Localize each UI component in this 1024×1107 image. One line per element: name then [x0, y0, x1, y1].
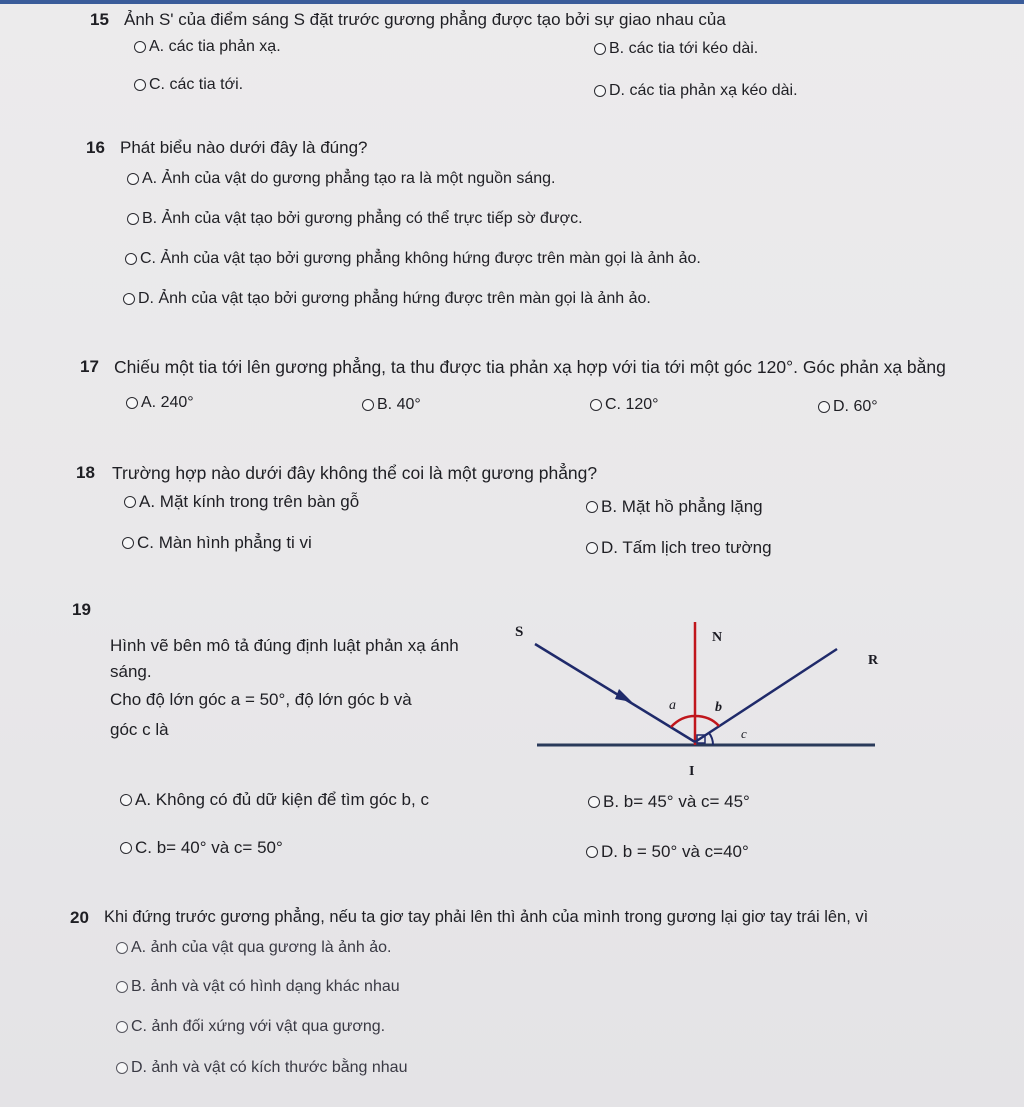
option-label: D. ảnh và vật có kích thước bằng nhau — [131, 1059, 408, 1076]
question-text: Chiếu một tia tới lên gương phẳng, ta thu được tia phản xạ hợp với tia tới một góc 120°. Góc phản xạ bằng — [114, 357, 946, 377]
option-d[interactable] — [586, 538, 772, 558]
option-label: A. Không có đủ dữ kiện để tìm góc b, c — [135, 790, 429, 809]
option-label: B. b= 45° và c= 45° — [603, 792, 750, 811]
radio-icon[interactable] — [594, 43, 606, 55]
option-b[interactable] — [362, 396, 421, 414]
radio-icon[interactable] — [123, 293, 135, 305]
question-number: 17 — [80, 357, 99, 376]
radio-icon[interactable] — [586, 542, 598, 554]
option-b[interactable] — [588, 792, 750, 812]
angle-a-arc — [671, 716, 695, 727]
label-i: I — [689, 764, 695, 779]
option-label: B. 40° — [377, 396, 421, 413]
option-d[interactable] — [586, 842, 749, 862]
radio-icon[interactable] — [120, 794, 132, 806]
radio-icon[interactable] — [586, 501, 598, 513]
option-c[interactable] — [134, 76, 243, 94]
option-a[interactable] — [127, 170, 555, 188]
option-d[interactable] — [594, 82, 798, 100]
option-a[interactable] — [116, 939, 392, 957]
question-text: Trường hợp nào dưới đây không thể coi là một gương phẳng? — [112, 463, 598, 483]
option-c[interactable] — [116, 1018, 385, 1036]
question-text-line: sáng. — [110, 662, 152, 681]
option-a[interactable] — [126, 394, 194, 412]
radio-icon[interactable] — [125, 253, 137, 265]
incident-arrow-icon — [615, 689, 632, 702]
option-label: B. Mặt hồ phẳng lặng — [601, 497, 763, 516]
option-label: D. b = 50° và c=40° — [601, 842, 749, 861]
radio-icon[interactable] — [120, 842, 132, 854]
radio-icon[interactable] — [127, 173, 139, 185]
option-label: C. các tia tới. — [149, 76, 244, 93]
reflection-diagram — [505, 612, 895, 782]
option-label: A. 240° — [141, 394, 194, 411]
radio-icon[interactable] — [588, 796, 600, 808]
question-number: 15 — [90, 10, 109, 29]
radio-icon[interactable] — [127, 213, 139, 225]
radio-icon[interactable] — [134, 79, 146, 91]
option-c[interactable] — [125, 250, 701, 268]
radio-icon[interactable] — [586, 846, 598, 858]
question-number: 18 — [76, 463, 95, 482]
option-label: C. b= 40° và c= 50° — [135, 838, 283, 857]
option-b[interactable] — [127, 210, 583, 228]
question-text-line: góc c là — [110, 720, 169, 739]
option-label: A. ảnh của vật qua gương là ảnh ảo. — [131, 939, 392, 956]
option-label: B. các tia tới kéo dài. — [609, 40, 759, 57]
question-text: Ảnh S' của điểm sáng S đặt trước gương phẳng được tạo bởi sự giao nhau của — [124, 10, 726, 29]
option-label: D. Tấm lịch treo tường — [601, 538, 772, 557]
option-c[interactable] — [120, 838, 283, 858]
radio-icon[interactable] — [124, 496, 136, 508]
option-label: B. Ảnh của vật tạo bởi gương phẳng có thể trực tiếp sờ được. — [142, 210, 583, 227]
label-s: S — [515, 624, 524, 640]
reflected-ray — [695, 649, 837, 742]
radio-icon[interactable] — [134, 41, 146, 53]
option-label: C. Màn hình phẳng ti vi — [137, 533, 312, 552]
radio-icon[interactable] — [116, 981, 128, 993]
option-label: C. ảnh đối xứng với vật qua gương. — [131, 1018, 386, 1035]
question-text-line: Hình vẽ bên mô tả đúng định luật phản xạ ánh — [110, 636, 459, 655]
question-text-line: Cho độ lớn góc a = 50°, độ lớn góc b và — [110, 690, 412, 709]
label-r: R — [868, 653, 879, 668]
label-a: a — [669, 698, 676, 713]
question-text: Khi đứng trước gương phẳng, nếu ta giơ tay phải lên thì ảnh của mình trong gương lại giơ tay trái lên, vì — [104, 908, 869, 926]
option-c[interactable] — [122, 533, 312, 553]
radio-icon[interactable] — [116, 1021, 128, 1033]
option-b[interactable] — [586, 497, 763, 517]
radio-icon[interactable] — [594, 85, 606, 97]
label-c: c — [741, 726, 747, 741]
option-d[interactable] — [123, 290, 651, 308]
option-label: D. 60° — [833, 398, 878, 415]
question-number: 16 — [86, 138, 105, 157]
top-edge-bar — [0, 0, 1024, 4]
option-label: D. Ảnh của vật tạo bởi gương phẳng hứng được trên màn gọi là ảnh ảo. — [138, 290, 651, 307]
option-b[interactable] — [116, 978, 400, 996]
option-label: A. các tia phản xạ. — [149, 38, 281, 55]
radio-icon[interactable] — [116, 1062, 128, 1074]
option-d[interactable] — [116, 1059, 407, 1077]
option-a[interactable] — [120, 790, 429, 810]
label-n: N — [712, 630, 723, 645]
option-label: D. các tia phản xạ kéo dài. — [609, 82, 798, 99]
radio-icon[interactable] — [590, 399, 602, 411]
option-c[interactable] — [590, 396, 659, 414]
radio-icon[interactable] — [818, 401, 830, 413]
incident-ray — [535, 644, 695, 742]
radio-icon[interactable] — [126, 397, 138, 409]
option-label: A. Mặt kính trong trên bàn gỗ — [139, 492, 360, 511]
option-label: C. Ảnh của vật tạo bởi gương phẳng không hứng được trên màn gọi là ảnh ảo. — [140, 250, 701, 267]
question-number: 19 — [72, 600, 91, 619]
question-number: 20 — [70, 908, 89, 927]
option-d[interactable] — [818, 398, 878, 416]
radio-icon[interactable] — [362, 399, 374, 411]
option-label: A. Ảnh của vật do gương phẳng tạo ra là một nguồn sáng. — [142, 170, 556, 187]
radio-icon[interactable] — [122, 537, 134, 549]
option-b[interactable] — [594, 40, 758, 58]
angle-b-arc — [695, 716, 719, 726]
angle-c-arc — [709, 733, 713, 745]
option-label: B. ảnh và vật có hình dạng khác nhau — [131, 978, 400, 995]
label-b: b — [715, 700, 722, 715]
question-text: Phát biểu nào dưới đây là đúng? — [120, 138, 368, 157]
option-a[interactable] — [134, 38, 281, 56]
radio-icon[interactable] — [116, 942, 128, 954]
option-a[interactable] — [124, 492, 359, 512]
option-label: C. 120° — [605, 396, 659, 413]
